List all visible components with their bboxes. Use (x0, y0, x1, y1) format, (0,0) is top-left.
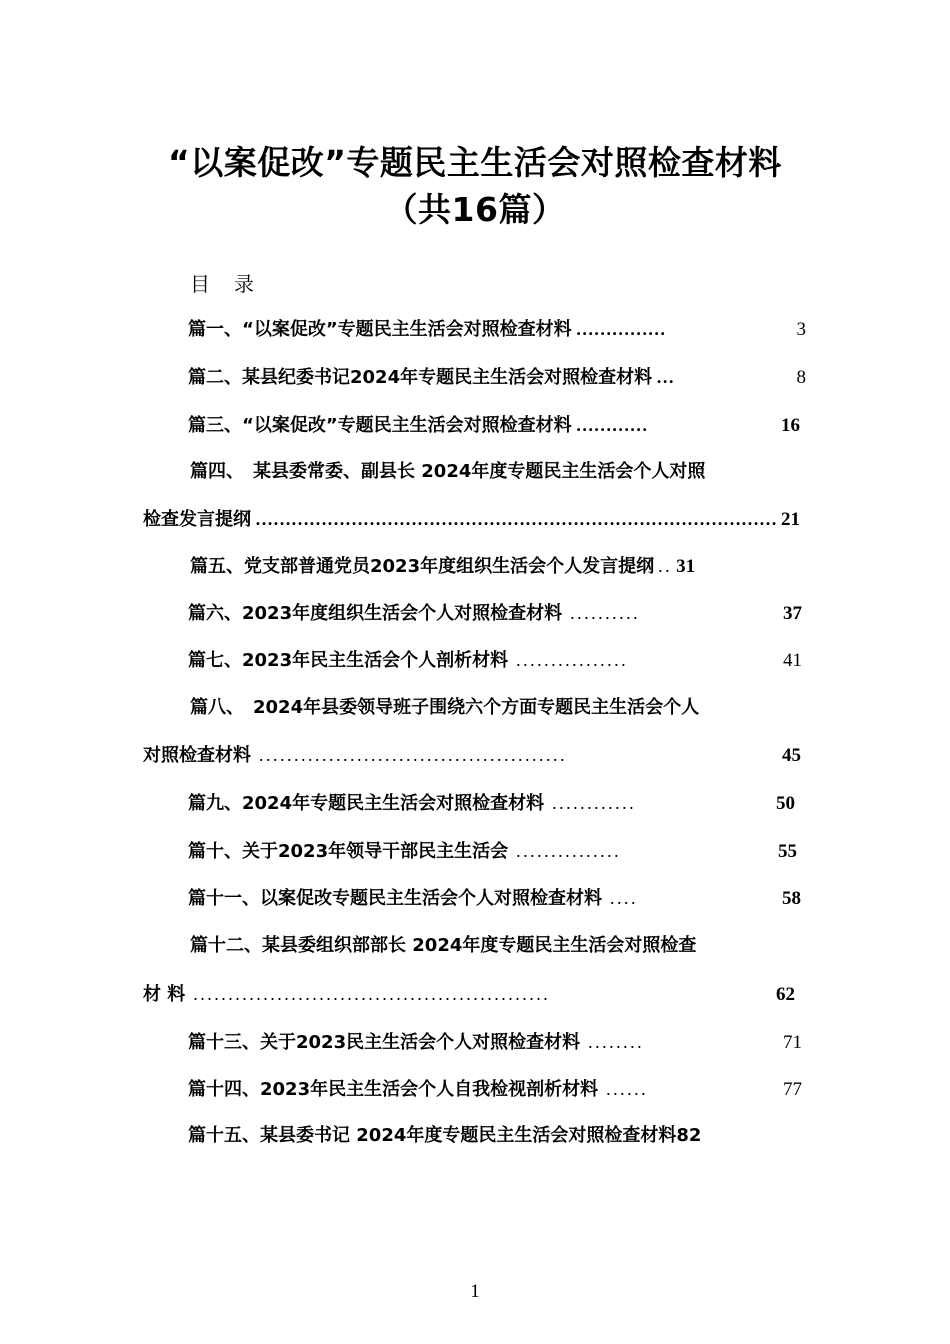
toc-entry-line1[interactable]: 篇十二、某县委组织部部长 2024年度专题民主生活会对照检查 (190, 935, 697, 956)
toc-entry[interactable] (188, 320, 806, 339)
toc-page-number: 71 (783, 1032, 802, 1053)
toc-entry-title: 篇三、“以案促改”专题民主生活会对照检查材料 (188, 415, 572, 436)
toc-entry[interactable] (188, 1033, 802, 1052)
toc-leader: ............... (516, 842, 622, 860)
toc-entry[interactable] (188, 889, 801, 908)
toc-page-number: 62 (776, 984, 795, 1005)
toc-entry-title: 篇十三、关于2023民主生活会个人对照检查材料 (188, 1032, 581, 1053)
toc-page-number: 50 (776, 793, 795, 814)
page-number: 1 (470, 1281, 480, 1302)
toc-leader: .. (658, 557, 673, 575)
toc-entry[interactable] (190, 557, 807, 576)
toc-entry[interactable] (188, 604, 802, 623)
toc-entry-title: 篇十、关于2023年领导干部民主生活会 (188, 841, 509, 862)
toc-entry-title: 篇七、2023年民主生活会个人剖析材料 (188, 650, 509, 671)
toc-leader: … (656, 368, 675, 386)
toc-page-number: 45 (782, 745, 801, 766)
toc-entry-title: 篇十五、某县委书记 2024年度专题民主生活会对照检查材料 (188, 1125, 677, 1146)
toc-leader: ................ (516, 651, 629, 669)
toc-page-number: 41 (783, 650, 802, 671)
toc-entry[interactable] (143, 985, 795, 1004)
toc-entry[interactable] (188, 416, 800, 435)
toc-page-number: 37 (783, 603, 802, 624)
toc-entry-line1[interactable]: 篇四、 某县委常委、副县长 2024年度专题民主生活会个人对照 (190, 461, 706, 482)
document-subtitle-count: （共16篇） (384, 190, 566, 229)
toc-leader: ................................................... (193, 985, 551, 1003)
toc-entry[interactable] (188, 651, 802, 670)
toc-entry[interactable] (188, 794, 795, 813)
toc-entry[interactable] (143, 746, 801, 765)
toc-leader: …………… (575, 320, 666, 338)
toc-leader: ............................................ (259, 746, 567, 764)
toc-page-number: 8 (796, 367, 806, 388)
toc-entry-title: 篇六、2023年度组织生活会个人对照检查材料 (188, 603, 563, 624)
toc-leader: ...... (606, 1080, 649, 1098)
toc-entry-title: 材 料 (143, 984, 186, 1005)
toc-entry[interactable] (188, 368, 806, 387)
toc-entry-title: 篇二、某县纪委书记2024年专题民主生活会对照检查材料 (188, 367, 653, 388)
toc-page-number: 21 (781, 509, 800, 530)
toc-leader: ………… (575, 416, 648, 434)
toc-entry[interactable] (188, 1127, 701, 1145)
toc-page-number: 77 (783, 1079, 802, 1100)
document-title: “以案促改”专题民主生活会对照检查材料 (168, 143, 782, 182)
toc-page-number: 55 (778, 841, 797, 862)
toc-page-number: 3 (796, 319, 806, 340)
toc-leader: …………………………………………………………………………… (255, 510, 777, 528)
toc-heading: 目录 (190, 272, 278, 296)
toc-entry-title: 对照检查材料 (143, 745, 251, 766)
toc-entry-title: 篇五、党支部普通党员2023年度组织生活会个人发言提纲 (190, 556, 655, 577)
toc-entry[interactable] (188, 842, 797, 861)
toc-leader: ............ (552, 794, 637, 812)
toc-leader: ........ (588, 1033, 645, 1051)
toc-page-number: 82 (676, 1125, 702, 1146)
toc-entry-title: 篇十四、2023年民主生活会个人自我检视剖析材料 (188, 1079, 599, 1100)
toc-entry-title: 篇九、2024年专题民主生活会对照检查材料 (188, 793, 545, 814)
toc-entry[interactable] (143, 510, 800, 529)
toc-page-number: 31 (676, 556, 696, 577)
toc-leader: .......... (570, 604, 641, 622)
toc-entry-line1[interactable]: 篇八、 2024年县委领导班子围绕六个方面专题民主生活会个人 (190, 697, 700, 718)
toc-entry[interactable] (188, 1080, 802, 1099)
toc-entry-title: 篇十一、以案促改专题民主生活会个人对照检查材料 (188, 888, 602, 909)
toc-leader: .... (610, 889, 638, 907)
toc-entry-title: 检查发言提纲 (143, 509, 251, 530)
toc-entry-title: 篇一、“以案促改”专题民主生活会对照检查材料 (188, 319, 572, 340)
toc-page-number: 16 (781, 415, 800, 436)
toc-page-number: 58 (782, 888, 801, 909)
